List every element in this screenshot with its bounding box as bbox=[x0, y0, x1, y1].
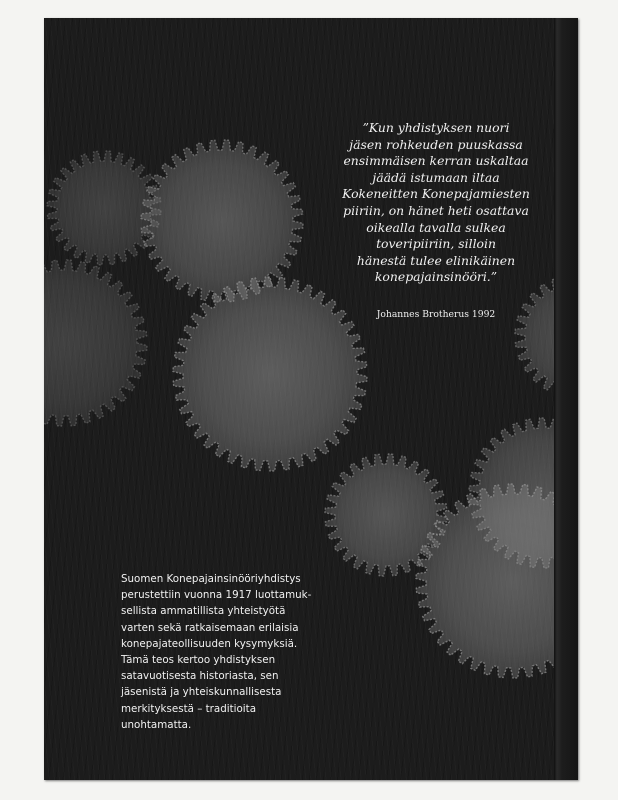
book-description: Suomen Konepajainsinööriyhdistys perustettiin vuonna 1917 luottamuk- sellista ammatillista yhteistyötä varten sekä ratkaisemaan erilaisia konepajateollisuuden kysymyksiä. Tämä teos kertoo yhdistyksen satavuotisesta historiasta, sen jäsenistä ja yhteiskunnallisesta merkityksestä – traditioita unohtamatta. bbox=[121, 573, 312, 731]
gear-icon bbox=[141, 140, 303, 302]
quote-attribution: Johannes Brotherus 1992 bbox=[376, 309, 496, 320]
cover-quote: ”Kun yhdistyksen nuori jäsen rohkeuden puuskassa ensimmäisen kerran uskaltaa jäädä istumaan iltaa Kokeneitten Konepajamiesten piiriin, on hänet heti osattava oikealla tavalla sulkea toveripiiriin, silloin hänestä tulee elinikäinen konepajainsinööri.” bbox=[342, 120, 530, 285]
gear-icon bbox=[44, 260, 147, 426]
book-back-cover bbox=[44, 18, 578, 780]
gear-icon bbox=[47, 151, 161, 265]
gear-icon bbox=[173, 277, 367, 471]
book-spine bbox=[554, 18, 578, 780]
